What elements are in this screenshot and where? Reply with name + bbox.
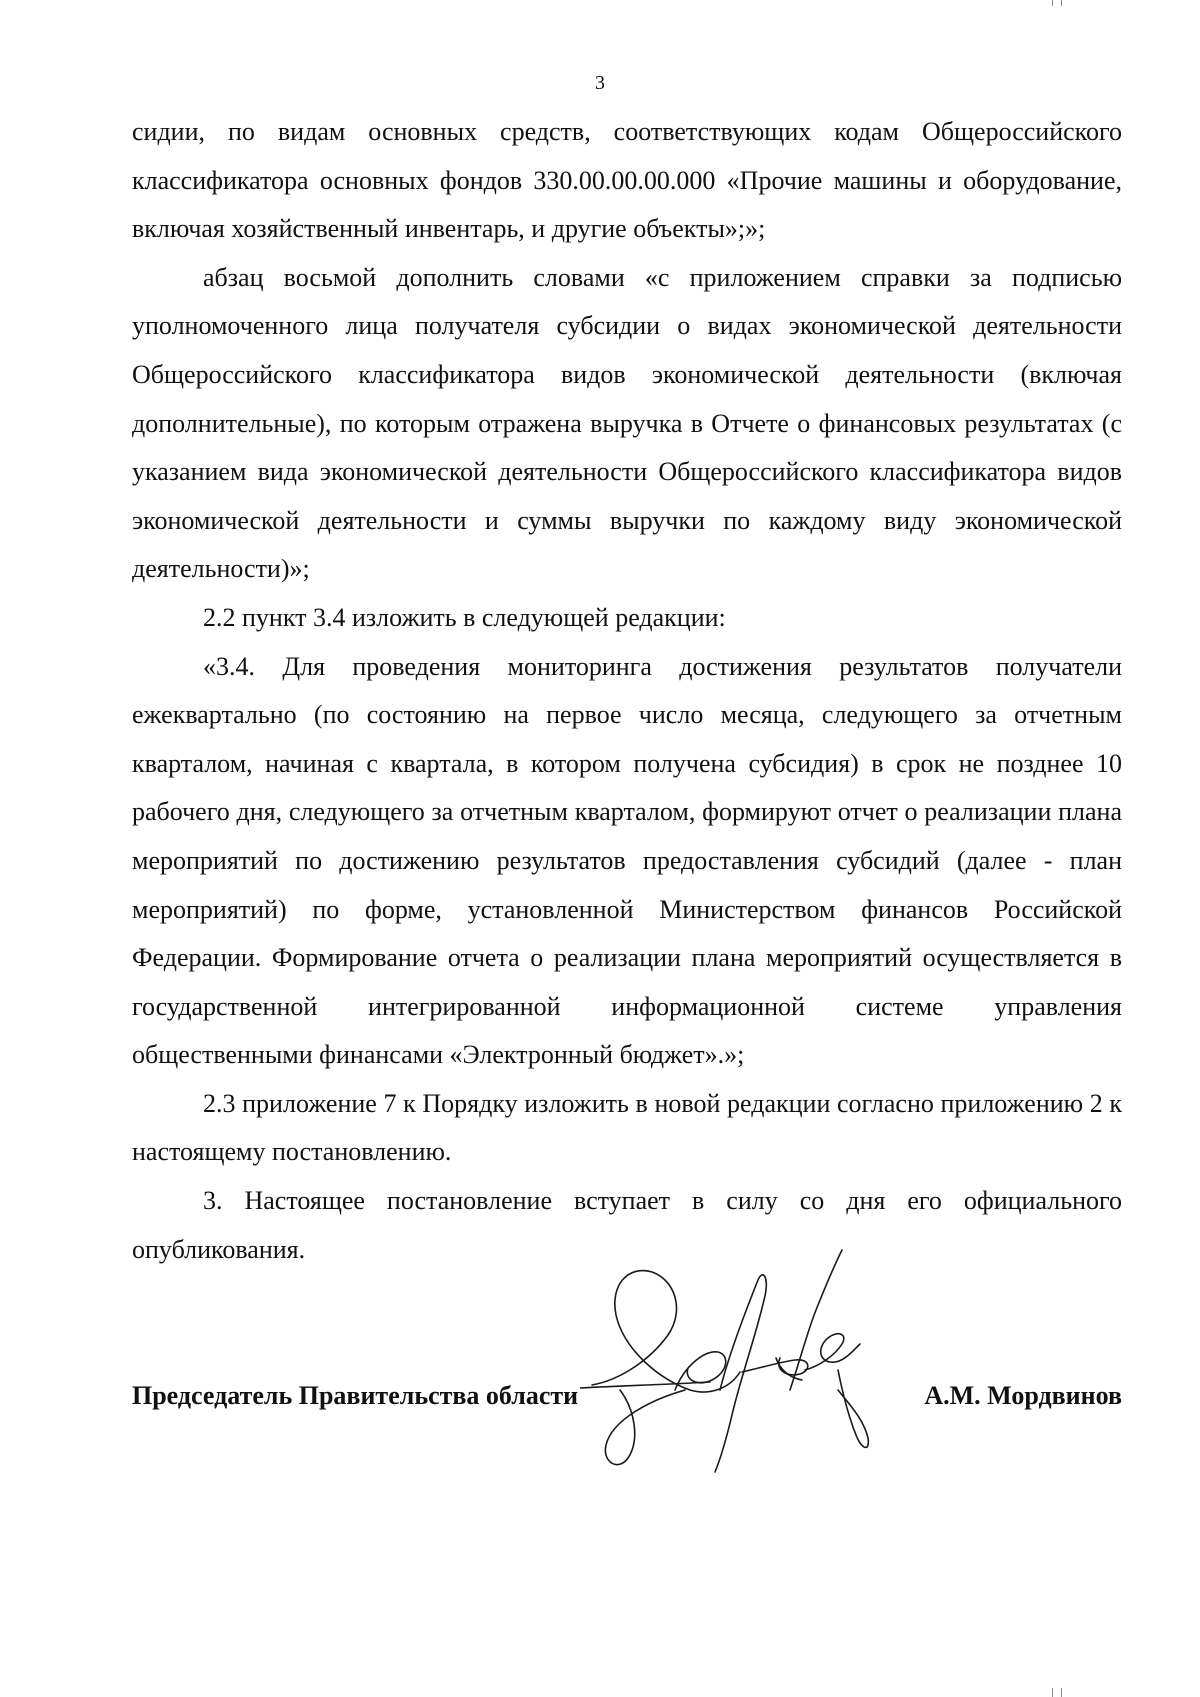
scan-edge-mark-bottom: [1052, 1688, 1053, 1697]
signatory-position: Председатель Правительства области: [132, 1381, 579, 1410]
page-number: 3: [595, 72, 605, 94]
paragraph-item-2-3: 2.3 приложение 7 к Порядку изложить в новой редакции согласно приложению 2 к настоящему постановлению.: [132, 1088, 1122, 1167]
scan-edge-mark-top: [1061, 0, 1062, 6]
paragraph-continuation: сидии, по видам основных средств, соответствующих кодам Общероссийского классификатора основных фондов 330.00.00.00.000 «Прочие машины и оборудование, включая хозяйственный инвентарь, и другие объекты»;»;: [132, 117, 1122, 244]
scan-edge-mark-top: [1052, 0, 1053, 6]
paragraph-item-2-2: 2.2 пункт 3.4 изложить в следующей редакции:: [203, 602, 726, 632]
paragraph-item-3: 3. Настоящее постановление вступает в силу со дня его официального опубликования.: [132, 1186, 1122, 1264]
paragraph-amendment-8: абзац восьмой дополнить словами «с приложением справки за подписью уполномоченного лица получателя субсидии о видах экономической деятельности Общероссийского классификатора видов экономической деятельности (включая дополнительные), по которым отражена выручка в Отчете о финансовых результатах (с указанием вида экономической деятельности Общероссийского классификатора видов экономической деятельности и суммы выручки по каждому виду экономической деятельности)»;: [132, 262, 1122, 584]
handwritten-signature: [580, 1240, 900, 1500]
signatory-name: А.М. Мордвинов: [924, 1381, 1122, 1410]
document-body: [132, 108, 1122, 1274]
scan-edge-mark-bottom: [1061, 1688, 1062, 1697]
paragraph-clause-3-4: «3.4. Для проведения мониторинга достижения результатов получатели ежеквартально (по состоянию на первое число месяца, следующего за отчетным кварталом, начиная с квартала, в котором получена субсидия) в срок не позднее 10 рабочего дня, следующего за отчетным кварталом, формируют отчет о реализации плана мероприятий по достижению результатов предоставления субсидий (далее - план мероприятий) по форме, установленной Министерством финансов Российской Федерации. Формирование отчета о реализации плана мероприятий осуществляется в государственной интегрированной информационной системе управления общественными финансами «Электронный бюджет».»;: [132, 651, 1122, 1070]
